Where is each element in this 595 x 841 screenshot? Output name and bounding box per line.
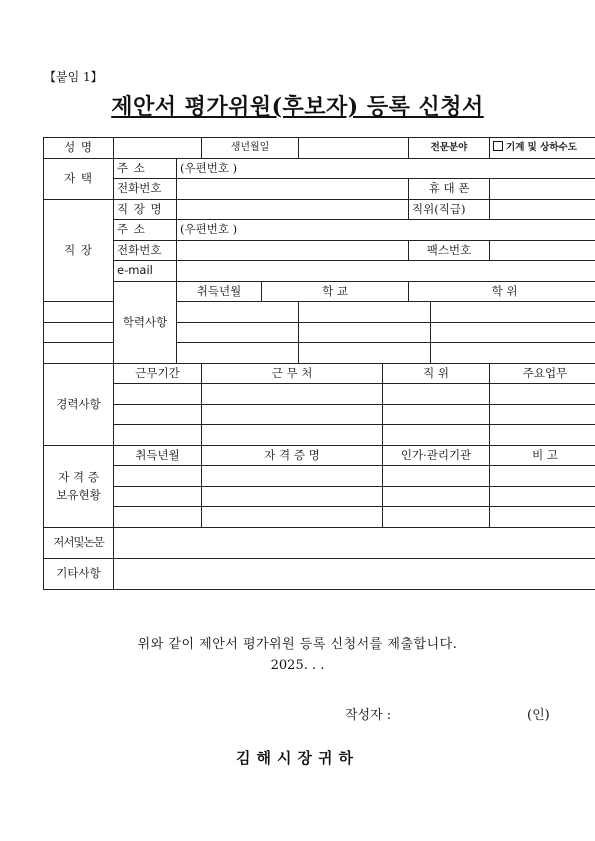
table-row [44, 486, 595, 507]
writer-label: 작성자 : [345, 708, 392, 723]
career-col-workplace: 근 무 처 [202, 363, 383, 384]
career-col-duties: 주요업무 [490, 363, 595, 384]
education-col-date: 취득년월 [177, 281, 262, 302]
form-title: 제안서 평가위원(후보자) 등록 신청서 [111, 94, 484, 120]
cell[interactable] [383, 384, 490, 405]
cell[interactable] [490, 486, 595, 507]
field-option[interactable] [490, 138, 595, 159]
birth-label: 생년월일 [202, 138, 299, 159]
submission-statement: 위와 같이 제안서 평가위원 등록 신청서를 제출합니다. [137, 637, 458, 652]
table-row [44, 404, 595, 425]
cell[interactable] [114, 466, 202, 487]
other-field[interactable] [114, 558, 595, 589]
cell[interactable] [114, 425, 202, 446]
position-label: 직위(직급) [409, 199, 490, 220]
seal-label: (인) [527, 708, 550, 723]
table-row [44, 343, 595, 364]
cell[interactable] [202, 486, 383, 507]
application-form-table [43, 137, 595, 590]
home-address-field[interactable]: (우편번호 ) [177, 158, 595, 179]
table-row [44, 425, 595, 446]
email-field[interactable] [177, 261, 595, 282]
education-col-degree: 학 위 [409, 281, 595, 302]
publications-field[interactable] [114, 527, 595, 558]
cell[interactable] [114, 384, 202, 405]
publications-label: 저서및논문 [44, 527, 114, 558]
cell[interactable] [114, 486, 202, 507]
email-label: e-mail [114, 261, 177, 282]
cell[interactable] [299, 302, 431, 323]
license-label-line2: 보유현황 [56, 488, 101, 502]
cell[interactable] [431, 302, 595, 323]
cell[interactable] [490, 466, 595, 487]
cell[interactable] [383, 404, 490, 425]
birth-field[interactable] [299, 138, 409, 159]
name-label: 성 명 [44, 138, 114, 159]
company-field[interactable] [177, 199, 409, 220]
license-label [44, 445, 114, 527]
name-field[interactable] [114, 138, 202, 159]
position-field[interactable] [490, 199, 595, 220]
cell[interactable] [383, 486, 490, 507]
education-label: 학력사항 [114, 281, 177, 363]
home-phone-field[interactable] [177, 179, 409, 200]
career-col-period: 근무기간 [114, 363, 202, 384]
cell[interactable] [431, 322, 595, 343]
home-mobile-label: 휴 대 폰 [409, 179, 490, 200]
work-label: 직 장 [44, 199, 114, 302]
cell[interactable] [114, 507, 202, 528]
work-address-field[interactable]: (우편번호 ) [177, 220, 595, 241]
cell[interactable] [114, 404, 202, 425]
career-label: 경력사항 [44, 363, 114, 445]
cell[interactable] [383, 507, 490, 528]
cell[interactable] [177, 343, 299, 364]
addressee: 김해시장귀하 [236, 749, 359, 767]
fax-label: 팩스번호 [409, 240, 490, 261]
cell[interactable] [490, 507, 595, 528]
work-address-label: 주 소 [114, 220, 177, 241]
work-phone-label: 전화번호 [114, 240, 177, 261]
attachment-label: 【붙임 1】 [44, 70, 103, 84]
cell[interactable] [202, 404, 383, 425]
cell[interactable] [299, 343, 431, 364]
cell[interactable] [383, 466, 490, 487]
other-label: 기타사항 [44, 558, 114, 589]
field-option-label: 기계 및 상하수도 [506, 142, 577, 154]
home-mobile-field[interactable] [490, 179, 595, 200]
cell[interactable] [44, 343, 177, 364]
table-row [44, 466, 595, 487]
career-col-position: 직 위 [383, 363, 490, 384]
cell[interactable] [202, 425, 383, 446]
home-phone-label: 전화번호 [114, 179, 177, 200]
fax-field[interactable] [490, 240, 595, 261]
cell[interactable] [202, 466, 383, 487]
cell[interactable] [177, 322, 299, 343]
cell[interactable] [177, 302, 299, 323]
cell[interactable] [202, 507, 383, 528]
cell[interactable] [490, 404, 595, 425]
table-row [44, 384, 595, 405]
cell[interactable] [202, 384, 383, 405]
license-col-agency: 인가·관리기관 [383, 445, 490, 466]
home-address-label: 주 소 [114, 158, 177, 179]
cell[interactable] [383, 425, 490, 446]
table-row [44, 507, 595, 528]
submission-date[interactable]: 2025. . . [270, 658, 325, 673]
license-col-name: 자 격 증 명 [202, 445, 383, 466]
personal-row [44, 138, 595, 159]
license-col-note: 비 고 [490, 445, 595, 466]
work-phone-field[interactable] [177, 240, 409, 261]
company-label: 직 장 명 [114, 199, 177, 220]
field-label: 전문분야 [409, 138, 490, 159]
education-col-school: 학 교 [262, 281, 409, 302]
license-col-date: 취득년월 [114, 445, 202, 466]
checkbox-icon[interactable] [493, 141, 503, 151]
cell[interactable] [431, 343, 595, 364]
cell[interactable] [490, 384, 595, 405]
cell[interactable] [299, 322, 431, 343]
cell[interactable] [490, 425, 595, 446]
license-label-line1: 자 격 증 [58, 470, 99, 484]
home-label: 자 택 [44, 158, 114, 199]
